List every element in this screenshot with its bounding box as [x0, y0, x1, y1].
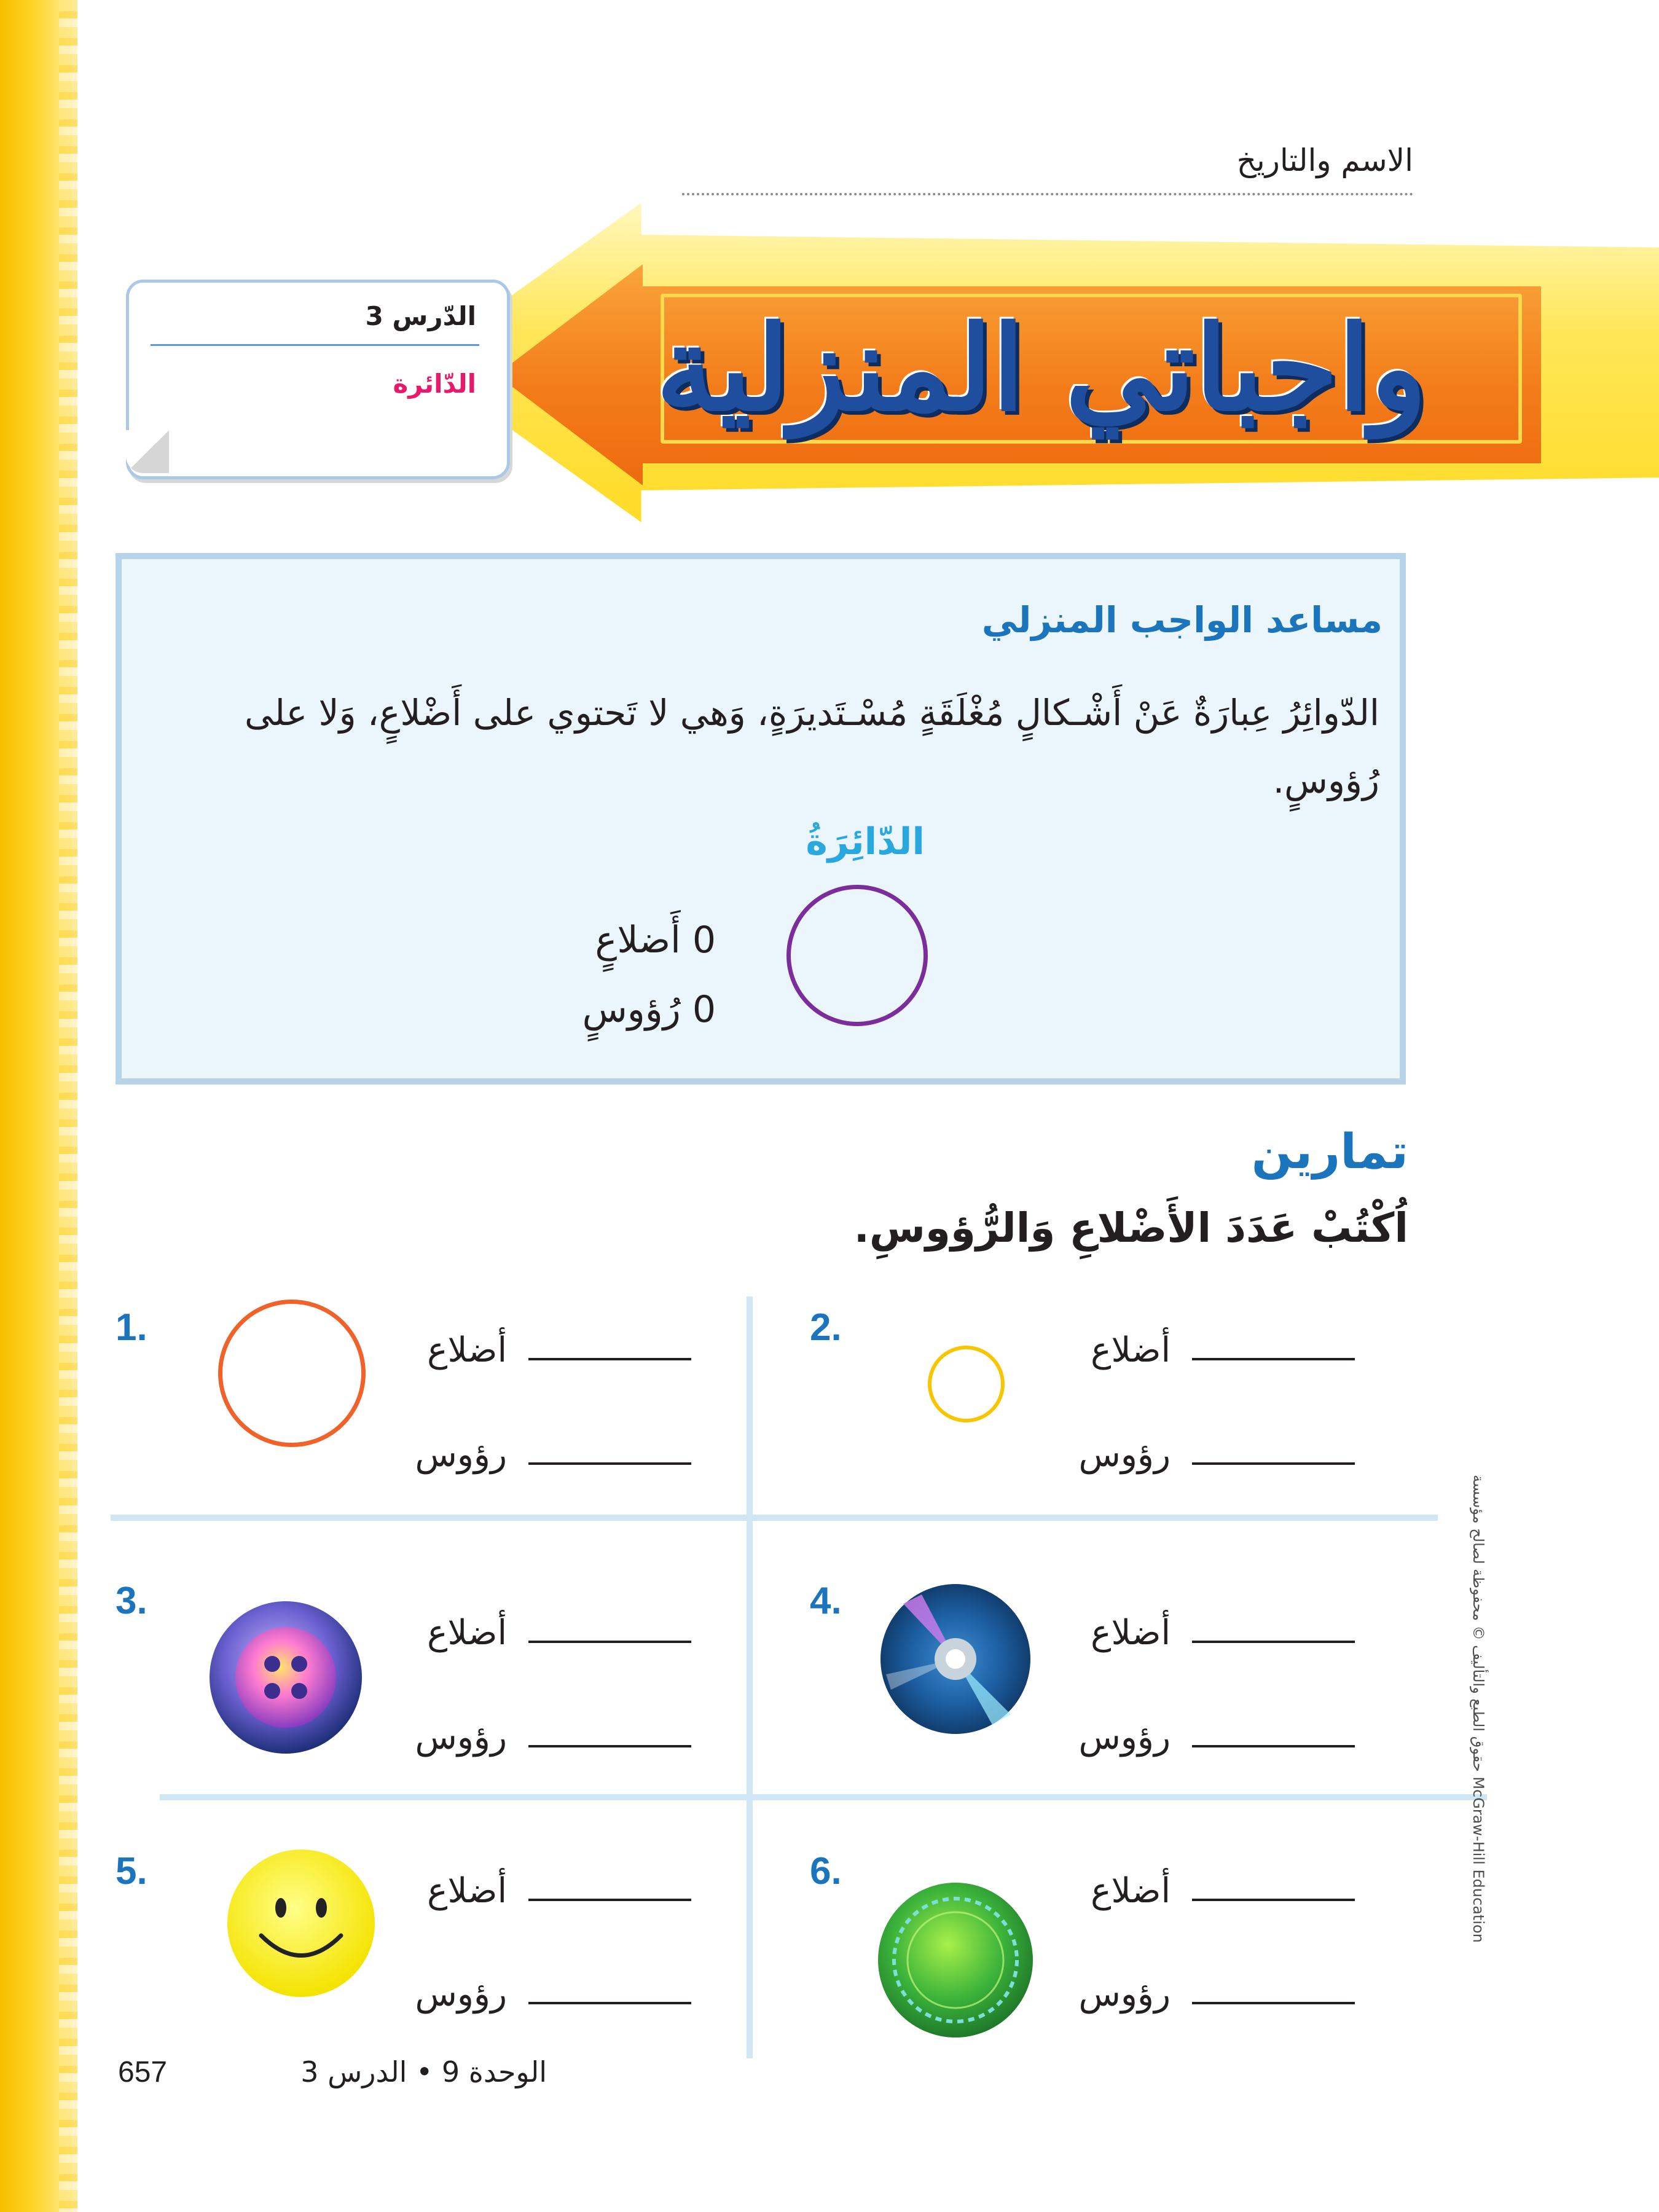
helper-title: مساعد الواجب المنزلي — [981, 599, 1382, 641]
sides-answer-line[interactable] — [1192, 1641, 1355, 1643]
name-date-field[interactable] — [682, 193, 1413, 195]
vertices-answer-line[interactable] — [528, 1462, 691, 1465]
page-title: واجباتي المنزلية — [656, 300, 1427, 437]
cd-disc-icon — [879, 1582, 1032, 1736]
example-sides-count: 0 أَضلاعٍ — [595, 919, 716, 962]
orange-circle-icon — [218, 1300, 366, 1447]
grid-divider-horizontal — [111, 1515, 1438, 1521]
exercise-number: 6. — [810, 1850, 842, 1892]
sides-answer-line[interactable] — [528, 1899, 691, 1901]
sides-answer-line[interactable] — [528, 1358, 691, 1360]
vertices-answer-line[interactable] — [1192, 1462, 1355, 1465]
vertices-answer-line[interactable] — [528, 2002, 691, 2004]
vertices-answer-line[interactable] — [1192, 2002, 1355, 2004]
lesson-card-fold — [126, 430, 169, 473]
exercise-number: 3. — [116, 1580, 147, 1622]
copyright-notice: حقوق الطبع والتأليف © محفوظة لصالح مؤسسة McGraw-Hill Education — [1470, 1475, 1487, 1943]
exercise-number: 1. — [116, 1306, 147, 1349]
vertices-label: رؤوس — [1078, 1974, 1171, 2014]
sides-answer-line[interactable] — [1192, 1358, 1355, 1360]
sides-label: أضلاع — [427, 1613, 507, 1653]
example-circle-shape — [786, 885, 928, 1026]
vertices-label: رؤوس — [415, 1435, 507, 1475]
sides-label: أضلاع — [1091, 1613, 1171, 1653]
vertices-label: رؤوس — [415, 1974, 507, 2014]
sides-label: أضلاع — [427, 1871, 507, 1911]
grid-divider-vertical — [747, 1296, 753, 2058]
sides-label: أضلاع — [1091, 1330, 1171, 1370]
sides-answer-line[interactable] — [1192, 1899, 1355, 1901]
exercise-number: 2. — [810, 1306, 842, 1349]
name-date-label: الاسم والتاريخ — [1236, 143, 1413, 178]
circle-label: الدّائِرَةُ — [806, 820, 925, 863]
yellow-circle-icon — [928, 1346, 1005, 1422]
lesson-topic: الدّائرة — [393, 369, 476, 399]
exercise-number: 5. — [116, 1850, 147, 1892]
exercise-number: 4. — [810, 1580, 842, 1622]
button-icon — [206, 1598, 366, 1757]
vertices-label: رؤوس — [1078, 1435, 1171, 1475]
lesson-card-divider — [151, 344, 479, 346]
helper-text: الدّوائِرُ عِبارَةٌ عَنْ أَشْـكالٍ مُغْلَقَةٍ مُسْـتَديرَةٍ، وَهي لا تَحتوي على أَضْلاعٍ، وَلا على رُؤوسٍ. — [244, 692, 1379, 801]
unit-lesson-footer: الوحدة 9 • الدرس 3 — [300, 2055, 547, 2088]
example-vertices-count: 0 رُؤوسٍ — [582, 988, 716, 1031]
left-strip-texture — [59, 0, 77, 2212]
sides-answer-line[interactable] — [528, 1641, 691, 1643]
vertices-label: رؤوس — [415, 1717, 507, 1757]
green-plate-icon — [876, 1880, 1035, 2040]
vertices-answer-line[interactable] — [1192, 1745, 1355, 1747]
vertices-answer-line[interactable] — [528, 1745, 691, 1747]
exercises-instruction: اُكْتُبْ عَدَدَ الأَضْلاعِ وَالرُّؤوسِ. — [853, 1204, 1408, 1252]
smiley-face-icon — [224, 1846, 378, 2000]
grid-divider-horizontal — [160, 1794, 1487, 1800]
page-number: 657 — [118, 2056, 168, 2088]
exercises-title: تمارين — [1251, 1124, 1408, 1180]
lesson-number: الدّرس 3 — [365, 301, 476, 331]
sides-label: أضلاع — [1091, 1871, 1171, 1911]
sides-label: أضلاع — [427, 1330, 507, 1370]
vertices-label: رؤوس — [1078, 1717, 1171, 1757]
